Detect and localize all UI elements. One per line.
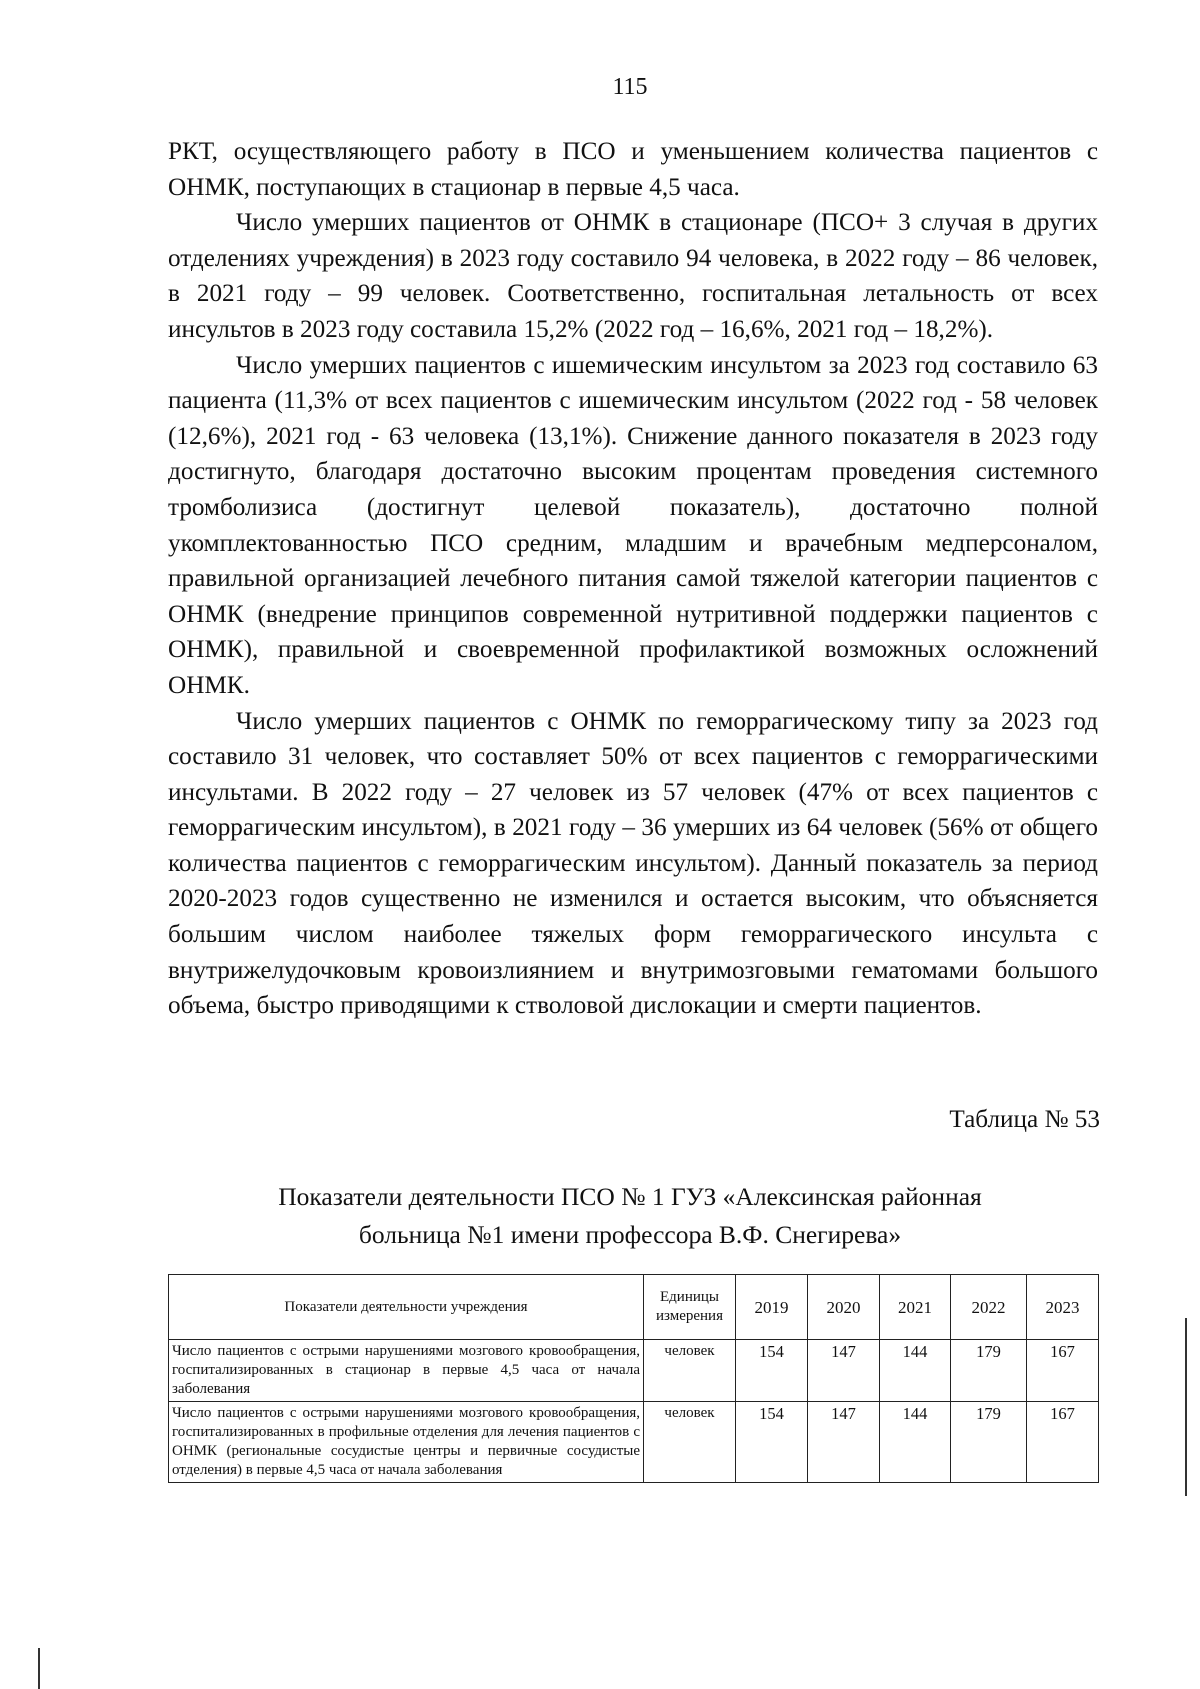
- paragraph-1: РКТ, осуществляющего работу в ПСО и уменьшением количества пациентов с ОНМК, поступающих в стационар в первые 4,5 часа.: [168, 138, 1098, 201]
- row-value-2020: 147: [808, 1402, 880, 1483]
- row-value-2019: 154: [736, 1340, 808, 1402]
- header-year-2019: 2019: [736, 1275, 808, 1340]
- header-year-2021: 2021: [880, 1275, 951, 1340]
- row-indicator: Число пациентов с острыми нарушениями мозгового кровообращения, госпитализированных в профильные отделения для лечения пациентов с ОНМК (региональные сосудистые центры и первичные сосудистые отделения) в первые 4,5 часа от начала заболевания: [169, 1402, 644, 1483]
- table-row: [169, 1402, 1099, 1483]
- row-unit: человек: [644, 1340, 736, 1402]
- header-year-2022: 2022: [951, 1275, 1027, 1340]
- table-label: Таблица № 53: [949, 1106, 1100, 1133]
- table-title-line-2: больница №1 имени профессора В.Ф. Снегирева»: [358, 1220, 902, 1249]
- header-year-2020: 2020: [808, 1275, 880, 1340]
- row-value-2023: 167: [1027, 1340, 1099, 1402]
- table-header-row: [169, 1275, 1099, 1340]
- paragraph-4: Число умерших пациентов с ОНМК по геморрагическому типу за 2023 год составило 31 человек, что составляет 50% от всех пациентов с геморрагическими инсультами. В 2022 году – 27 человек из 57 человек (47% от всех пациентов с геморрагическим инсультом), в 2021 году – 36 умерших из 64 человек (56% от общего количества пациентов с геморрагическим инсультом). Данный показатель за период 2020-2023 годов существенно не изменился и остается высоким, что объясняется большим числом наиболее тяжелых форм геморрагического инсульта с внутрижелудочковым кровоизлиянием и внутримозговыми гематомами большого объема, быстро приводящими к стволовой дислокации и смерти пациентов.: [168, 707, 1098, 1020]
- row-unit: человек: [644, 1402, 736, 1483]
- table-title-line-1: Показатели деятельности ПСО № 1 ГУЗ «Алексинская районная: [278, 1182, 982, 1211]
- row-value-2023: 167: [1027, 1402, 1099, 1483]
- row-value-2022: 179: [951, 1340, 1027, 1402]
- table-title: [180, 1178, 1080, 1254]
- row-value-2022: 179: [951, 1402, 1027, 1483]
- table-row: [169, 1340, 1099, 1402]
- header-year-2023: 2023: [1027, 1275, 1099, 1340]
- row-value-2019: 154: [736, 1402, 808, 1483]
- paragraph-3: Число умерших пациентов с ишемическим инсультом за 2023 год составило 63 пациента (11,3% от всех пациентов с ишемическим инсультом (2022 год - 58 человек (12,6%), 2021 год - 63 человека (13,1%). Снижение данного показателя в 2023 году достигнуто, благодаря достаточно высоким процентам проведения системного тромболизиса (достигнут целевой показатель), достаточно полной укомплектованностью ПСО средним, младшим и врачебным медперсоналом, правильной организацией лечебного питания самой тяжелой категории пациентов с ОНМК (внедрение принципов современной нутритивной поддержки пациентов с ОНМК), правильной и своевременной профилактикой возможных осложнений ОНМК.: [168, 351, 1098, 699]
- header-indicator: Показатели деятельности учреждения: [169, 1275, 644, 1340]
- page-number: 115: [612, 74, 648, 100]
- scan-edge-mark-left: [38, 1648, 40, 1689]
- body-text: [168, 134, 1098, 1024]
- row-indicator: Число пациентов с острыми нарушениями мозгового кровообращения, госпитализированных в стационар в первые 4,5 часа от начала заболевания: [169, 1340, 644, 1402]
- row-value-2021: 144: [880, 1402, 951, 1483]
- scan-edge-mark-right: [1185, 1318, 1187, 1496]
- indicators-table: [168, 1274, 1099, 1483]
- header-unit: Единицы измерения: [644, 1275, 736, 1340]
- paragraph-2: Число умерших пациентов от ОНМК в стационаре (ПСО+ 3 случая в других отделениях учреждения) в 2023 году составило 94 человека, в 2022 году – 86 человек, в 2021 году – 99 человек. Соответственно, госпитальная летальность от всех инсультов в 2023 году составила 15,2% (2022 год – 16,6%, 2021 год – 18,2%).: [168, 209, 1098, 343]
- row-value-2021: 144: [880, 1340, 951, 1402]
- row-value-2020: 147: [808, 1340, 880, 1402]
